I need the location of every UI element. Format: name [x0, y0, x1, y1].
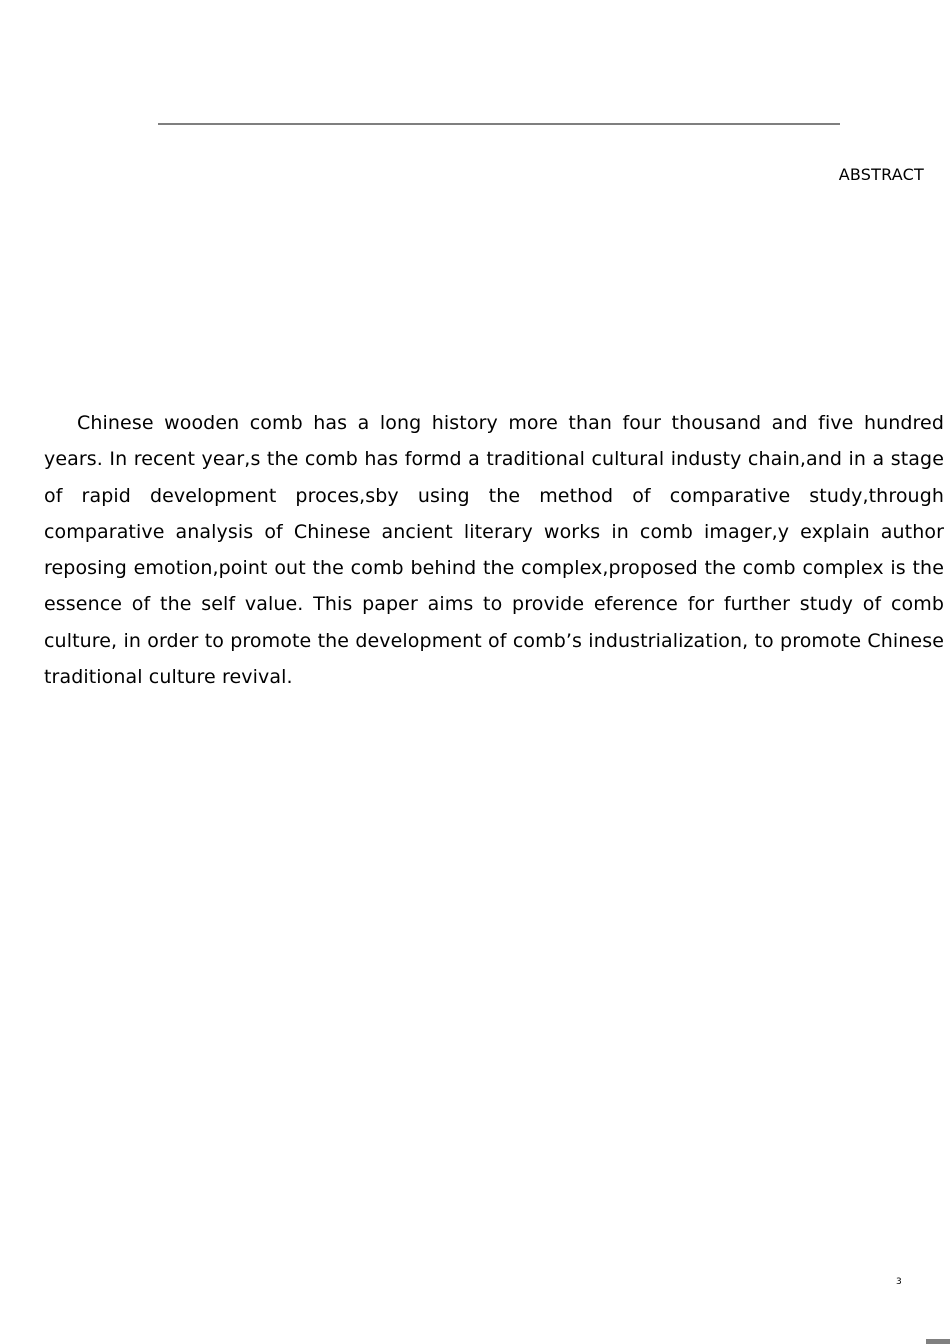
- header-rule: [158, 123, 840, 125]
- page-number: 3: [896, 1277, 902, 1287]
- page-corner-mark: [926, 1339, 950, 1344]
- abstract-paragraph: Chinese wooden comb has a long history more than four thousand and five hundred years. In recent year,s the comb has formd a traditional cultural industy chain,and in a stage of rapid development proces,sby using the method of comparative study,through comparative analysis of Chinese ancient literary works in comb imager,y explain author reposing emotion,point out the comb behind the complex,proposed the comb complex is the essence of the self value. This paper aims to provide eference for further study of comb culture, in order to promote the development of comb’s industrialization, to promote Chinese traditional culture revival.: [44, 412, 944, 689]
- header-section-label: ABSTRACT: [838, 165, 924, 184]
